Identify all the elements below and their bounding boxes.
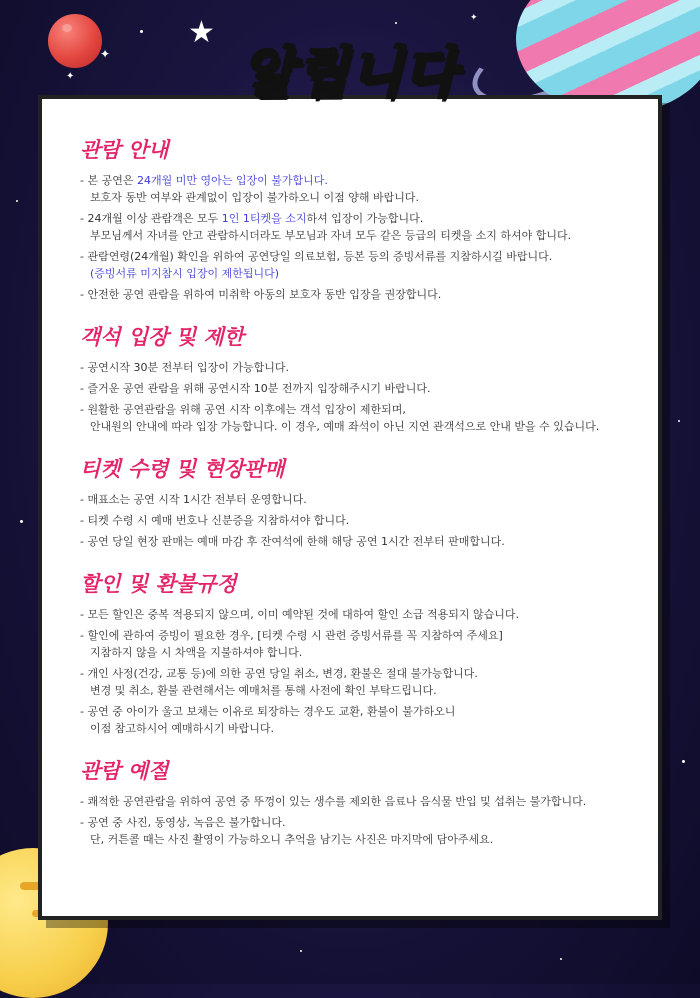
- notice-item: [80, 491, 640, 508]
- notice-item: [80, 380, 640, 397]
- notice-line: [80, 189, 640, 206]
- notice-text: - 할인에 관하여 증빙이 필요한 경우, [티켓 수령 시 관련 증빙서류를 꼭 지참하여 주세요]: [80, 629, 503, 642]
- star-icon: ✦: [470, 13, 478, 23]
- notice-line: [80, 720, 640, 737]
- notice-text: - 공연 당일 현장 판매는 예매 마감 후 잔여석에 한해 해당 공연 1시간 전부터 판매합니다.: [80, 535, 505, 548]
- notice-item: [80, 814, 640, 848]
- section-title: 티켓 수령 및 현장판매: [80, 457, 285, 481]
- section-title: 객석 입장 및 제한: [80, 325, 244, 349]
- notice-text: - 관람연령(24개월) 확인을 위하여 공연당일 의료보험, 등본 등의 증빙서류를 지참하시길 바랍니다.: [80, 250, 553, 263]
- notice-text: - 개인 사정(건강, 교통 등)에 의한 공연 당일 취소, 변경, 환불은 절대 불가능합니다.: [80, 667, 478, 680]
- notice-line: [80, 227, 640, 244]
- notice-text: - 공연 중 사진, 동영상, 녹음은 불가합니다.: [80, 816, 286, 829]
- highlight-text: 1인 1티켓을 소지: [221, 212, 307, 225]
- notice-text: - 안전한 공연 관람을 위하여 미취학 아동의 보호자 동반 입장을 권장합니다.: [80, 288, 442, 301]
- star-dot: [682, 760, 685, 763]
- notice-text: - 공연시작 30분 전부터 입장이 가능합니다.: [80, 361, 289, 374]
- highlight-text: 24개월 미만 영아는 입장이 불가합니다.: [136, 174, 328, 187]
- notice-line: [80, 248, 640, 265]
- notice-line: [80, 831, 640, 848]
- notice-line: [80, 491, 640, 508]
- notice-line: [80, 172, 640, 189]
- notice-item: [80, 793, 640, 810]
- page-title: 알립니다: [241, 41, 459, 104]
- notice-item: [80, 606, 640, 623]
- notice-sections: [80, 136, 640, 868]
- notice-item: [80, 512, 640, 529]
- star-icon: ✦: [100, 47, 111, 61]
- section-title: 할인 및 환불규정: [80, 572, 237, 596]
- notice-item: [80, 703, 640, 737]
- star-dot: [395, 22, 397, 24]
- notice-line: [80, 627, 640, 644]
- notice-line: [80, 533, 640, 550]
- notice-line: [80, 265, 640, 282]
- notice-line: [80, 380, 640, 397]
- notice-section: [80, 323, 640, 435]
- notice-text: 변경 및 취소, 환불 관련해서는 예매처를 통해 사전에 확인 부탁드립니다.: [90, 684, 437, 697]
- notice-item: [80, 359, 640, 376]
- notice-text: 단, 커튼콜 때는 사진 촬영이 가능하오니 추억을 남기는 사진은 마지막에 담아주세요.: [90, 833, 494, 846]
- notice-text: - 매표소는 공연 시작 1시간 전부터 운영합니다.: [80, 493, 307, 506]
- star-dot: [16, 200, 18, 202]
- notice-text: 지참하지 않을 시 차액을 지불하셔야 합니다.: [90, 646, 303, 659]
- notice-line: [80, 665, 640, 682]
- star-dot: [678, 420, 680, 422]
- notice-line: [80, 418, 640, 435]
- notice-line: [80, 793, 640, 810]
- notice-section: [80, 757, 640, 848]
- notice-item: [80, 248, 640, 282]
- notice-line: [80, 606, 640, 623]
- notice-line: [80, 512, 640, 529]
- notice-text: - 모든 할인은 중복 적용되지 않으며, 이미 예약된 것에 대하여 할인 소급 적용되지 않습니다.: [80, 608, 519, 621]
- star-dot: [20, 520, 23, 523]
- notice-line: [80, 210, 640, 227]
- notice-item: [80, 286, 640, 303]
- notice-line: [80, 286, 640, 303]
- notice-item: [80, 533, 640, 550]
- section-title: 관람 예절: [80, 759, 169, 783]
- notice-line: [80, 359, 640, 376]
- notice-text: - 본 공연은: [80, 174, 137, 187]
- notice-text: - 원활한 공연관람을 위해 공연 시작 이후에는 객석 입장이 제한되며,: [80, 403, 406, 416]
- notice-text: - 티켓 수령 시 예매 번호나 신분증을 지참하셔야 합니다.: [80, 514, 350, 527]
- notice-line: [80, 814, 640, 831]
- notice-section: [80, 455, 640, 550]
- notice-item: [80, 401, 640, 435]
- notice-text: - 공연 중 아이가 울고 보채는 이유로 퇴장하는 경우도 교환, 환불이 불가하오니: [80, 705, 456, 718]
- notice-line: [80, 682, 640, 699]
- notice-text: 보호자 동반 여부와 관계없이 입장이 불가하오니 이점 양해 바랍니다.: [90, 191, 419, 204]
- notice-text: 안내원의 안내에 따라 입장 가능합니다. 이 경우, 예매 좌석이 아닌 지연 관객석으로 안내 받을 수 있습니다.: [90, 420, 600, 433]
- notice-section: [80, 136, 640, 303]
- notice-text: 하셔 입장이 가능합니다.: [306, 212, 424, 225]
- notice-item: [80, 210, 640, 244]
- notice-text: 이점 참고하시어 예매하시기 바랍니다.: [90, 722, 275, 735]
- notice-text: - 즐거운 공연 관람을 위해 공연시작 10분 전까지 입장해주시기 바랍니다.: [80, 382, 431, 395]
- notice-text: - 쾌적한 공연관람을 위하여 공연 중 뚜껑이 있는 생수를 제외한 음료나 음식물 반입 및 섭취는 불가합니다.: [80, 795, 587, 808]
- star-dot: [560, 958, 562, 960]
- notice-text: - 24개월 이상 관람객은 모두: [80, 212, 222, 225]
- highlight-text: (증빙서류 미지참시 입장이 제한됩니다): [90, 267, 280, 280]
- star-dot: [300, 950, 302, 952]
- notice-line: [80, 703, 640, 720]
- section-title: 관람 안내: [80, 138, 169, 162]
- notice-text: 부모님께서 자녀를 안고 관람하시더라도 부모님과 자녀 모두 같은 등급의 티켓을 소지 하셔야 합니다.: [90, 229, 572, 242]
- notice-line: [80, 401, 640, 418]
- notice-item: [80, 172, 640, 206]
- notice-line: [80, 644, 640, 661]
- notice-item: [80, 627, 640, 661]
- star-icon: ★: [188, 15, 215, 50]
- star-icon: ✦: [66, 71, 75, 82]
- notice-item: [80, 665, 640, 699]
- notice-section: [80, 570, 640, 737]
